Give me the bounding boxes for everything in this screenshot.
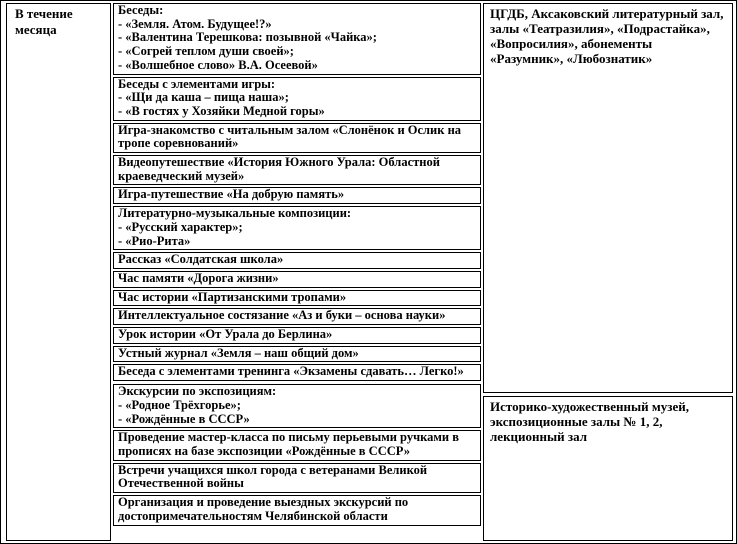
event-cell bbox=[113, 187, 481, 204]
event-line: Урок истории «От Урала до Берлина» bbox=[118, 327, 333, 342]
event-line: Рассказ «Солдатская школа» bbox=[118, 252, 284, 267]
period-cell bbox=[6, 3, 111, 541]
event-cell bbox=[113, 327, 481, 344]
event-cell bbox=[113, 290, 481, 307]
event-cell bbox=[113, 364, 481, 381]
event-cell bbox=[113, 308, 481, 325]
event-line: Беседы: bbox=[118, 3, 164, 17]
event-line: Встречи учащихся школ города с ветеранами Великой Отечественной войны bbox=[118, 462, 428, 491]
event-line: Час памяти «Дорога жизни» bbox=[118, 270, 279, 285]
event-line: Беседы с элементами игры: bbox=[118, 76, 276, 91]
event-cell bbox=[113, 206, 481, 250]
event-cell bbox=[113, 463, 481, 493]
event-cell bbox=[113, 271, 481, 288]
location-cell-1: ЦГДБ, Аксаковский литературный зал, залы «Театразилия», «Подрастайка», «Вопросилия», абонементы «Разумник», «Любознатик» bbox=[483, 3, 733, 393]
event-cell bbox=[113, 384, 481, 428]
event-line: Литературно-музыкальные композиции: bbox=[118, 206, 352, 221]
event-line: - «Волшебное слово» В.А. Осеевой» bbox=[118, 57, 318, 72]
event-line: Экскурсии по экспозициям: bbox=[118, 384, 277, 399]
event-line: - «Валентина Терешкова: позывной «Чайка»; bbox=[118, 30, 377, 45]
events-column bbox=[113, 3, 481, 541]
event-cell bbox=[113, 123, 481, 153]
period-label: В течение месяца bbox=[15, 6, 73, 37]
event-line: - «Рождённые в СССР» bbox=[118, 411, 250, 426]
event-cell bbox=[113, 495, 481, 525]
event-line: Игра-путешествие «На добрую память» bbox=[118, 187, 345, 202]
event-cell bbox=[113, 77, 481, 121]
event-line: Игра-знакомство с читальным залом «Слонёнок и Ослик на тропе соревнований» bbox=[118, 122, 462, 151]
event-line: Устный журнал «Земля – наш общий дом» bbox=[118, 345, 359, 360]
event-cell bbox=[113, 155, 481, 185]
event-line: - «В гостях у Хозяйки Медной горы» bbox=[118, 103, 325, 118]
event-line: - «Рио-Рита» bbox=[118, 233, 191, 248]
event-line: - «Согрей теплом души своей»; bbox=[118, 44, 294, 59]
event-line: - «Русский характер»; bbox=[118, 219, 243, 234]
event-line: Проведение мастер-класса по письму перьевыми ручками в прописях на базе экспозиции «Рождённые в СССР» bbox=[118, 430, 459, 458]
event-line: Час истории «Партизанскими тропами» bbox=[118, 289, 347, 304]
event-line: - «Щи да каша – пища наша»; bbox=[118, 90, 289, 105]
event-cell bbox=[113, 346, 481, 363]
event-line: Организация и проведение выездных экскурсий по достопримечательностям Челябинской области bbox=[118, 495, 409, 523]
event-line: Видеопутешествие «История Южного Урала: Областной краеведческий музей» bbox=[118, 155, 440, 183]
location-cell-2: Историко-художественный музей, экспозиционные залы № 1, 2, лекционный зал bbox=[483, 396, 733, 541]
locations-column bbox=[483, 3, 733, 541]
event-line: Беседа с элементами тренинга «Экзамены сдавать… Легко!» bbox=[118, 364, 464, 379]
event-cell bbox=[113, 430, 481, 460]
event-line: - «Родное Трёхгорье»; bbox=[118, 397, 241, 412]
event-line: - «Земля. Атом. Будущее!?» bbox=[118, 16, 272, 31]
event-cell bbox=[113, 252, 481, 269]
event-cell bbox=[113, 3, 481, 75]
event-line: Интеллектуальное состязание «Аз и буки – основа науки» bbox=[118, 308, 446, 323]
